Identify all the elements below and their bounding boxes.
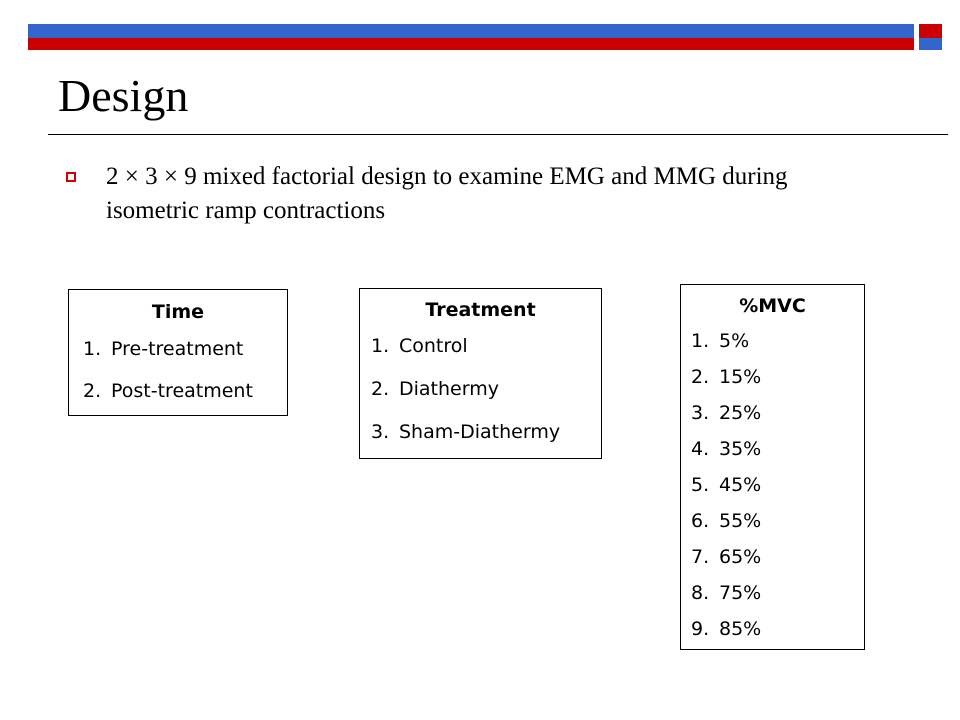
list-item: 1. 5% — [691, 330, 750, 352]
list-item: 2. Post-treatment — [83, 380, 253, 402]
factor-list-treatment — [371, 325, 601, 454]
factor-list-time — [83, 328, 287, 412]
hollow-square-bullet-icon — [66, 172, 76, 182]
factor-title-treatment: Treatment — [425, 299, 536, 321]
top-bar-corner-blue — [919, 38, 942, 50]
slide-title: Design — [58, 70, 189, 121]
factor-box-mvc — [680, 284, 865, 650]
title-divider — [48, 134, 948, 135]
list-item: 1. Control — [371, 335, 468, 357]
factor-title-time: Time — [151, 301, 205, 323]
list-item: 2. 15% — [691, 366, 762, 388]
list-item: 2. Diathermy — [371, 378, 499, 400]
top-decorative-bar — [28, 24, 942, 50]
list-item: 8. 75% — [691, 582, 762, 604]
list-item: 3. Sham-Diathermy — [371, 421, 561, 443]
list-item: 4. 35% — [691, 438, 762, 460]
list-item: 3. 25% — [691, 402, 762, 424]
list-item: 6. 55% — [691, 510, 762, 532]
top-bar-blue-strip — [28, 24, 914, 38]
bullet-text: 2 × 3 × 9 mixed factorial design to examine EMG and MMG during isometric ramp contractions — [106, 163, 788, 224]
list-item: 9. 85% — [691, 618, 762, 640]
top-bar-corner-red — [919, 24, 942, 38]
list-item: 7. 65% — [691, 546, 762, 568]
factor-box-treatment — [359, 288, 602, 459]
list-item: 5. 45% — [691, 474, 762, 496]
top-bar-red-strip — [28, 38, 914, 50]
factor-list-mvc — [691, 323, 864, 647]
list-item: 1. Pre-treatment — [83, 338, 244, 360]
factor-title-mvc: %MVC — [739, 295, 806, 317]
factor-box-time — [68, 289, 288, 416]
